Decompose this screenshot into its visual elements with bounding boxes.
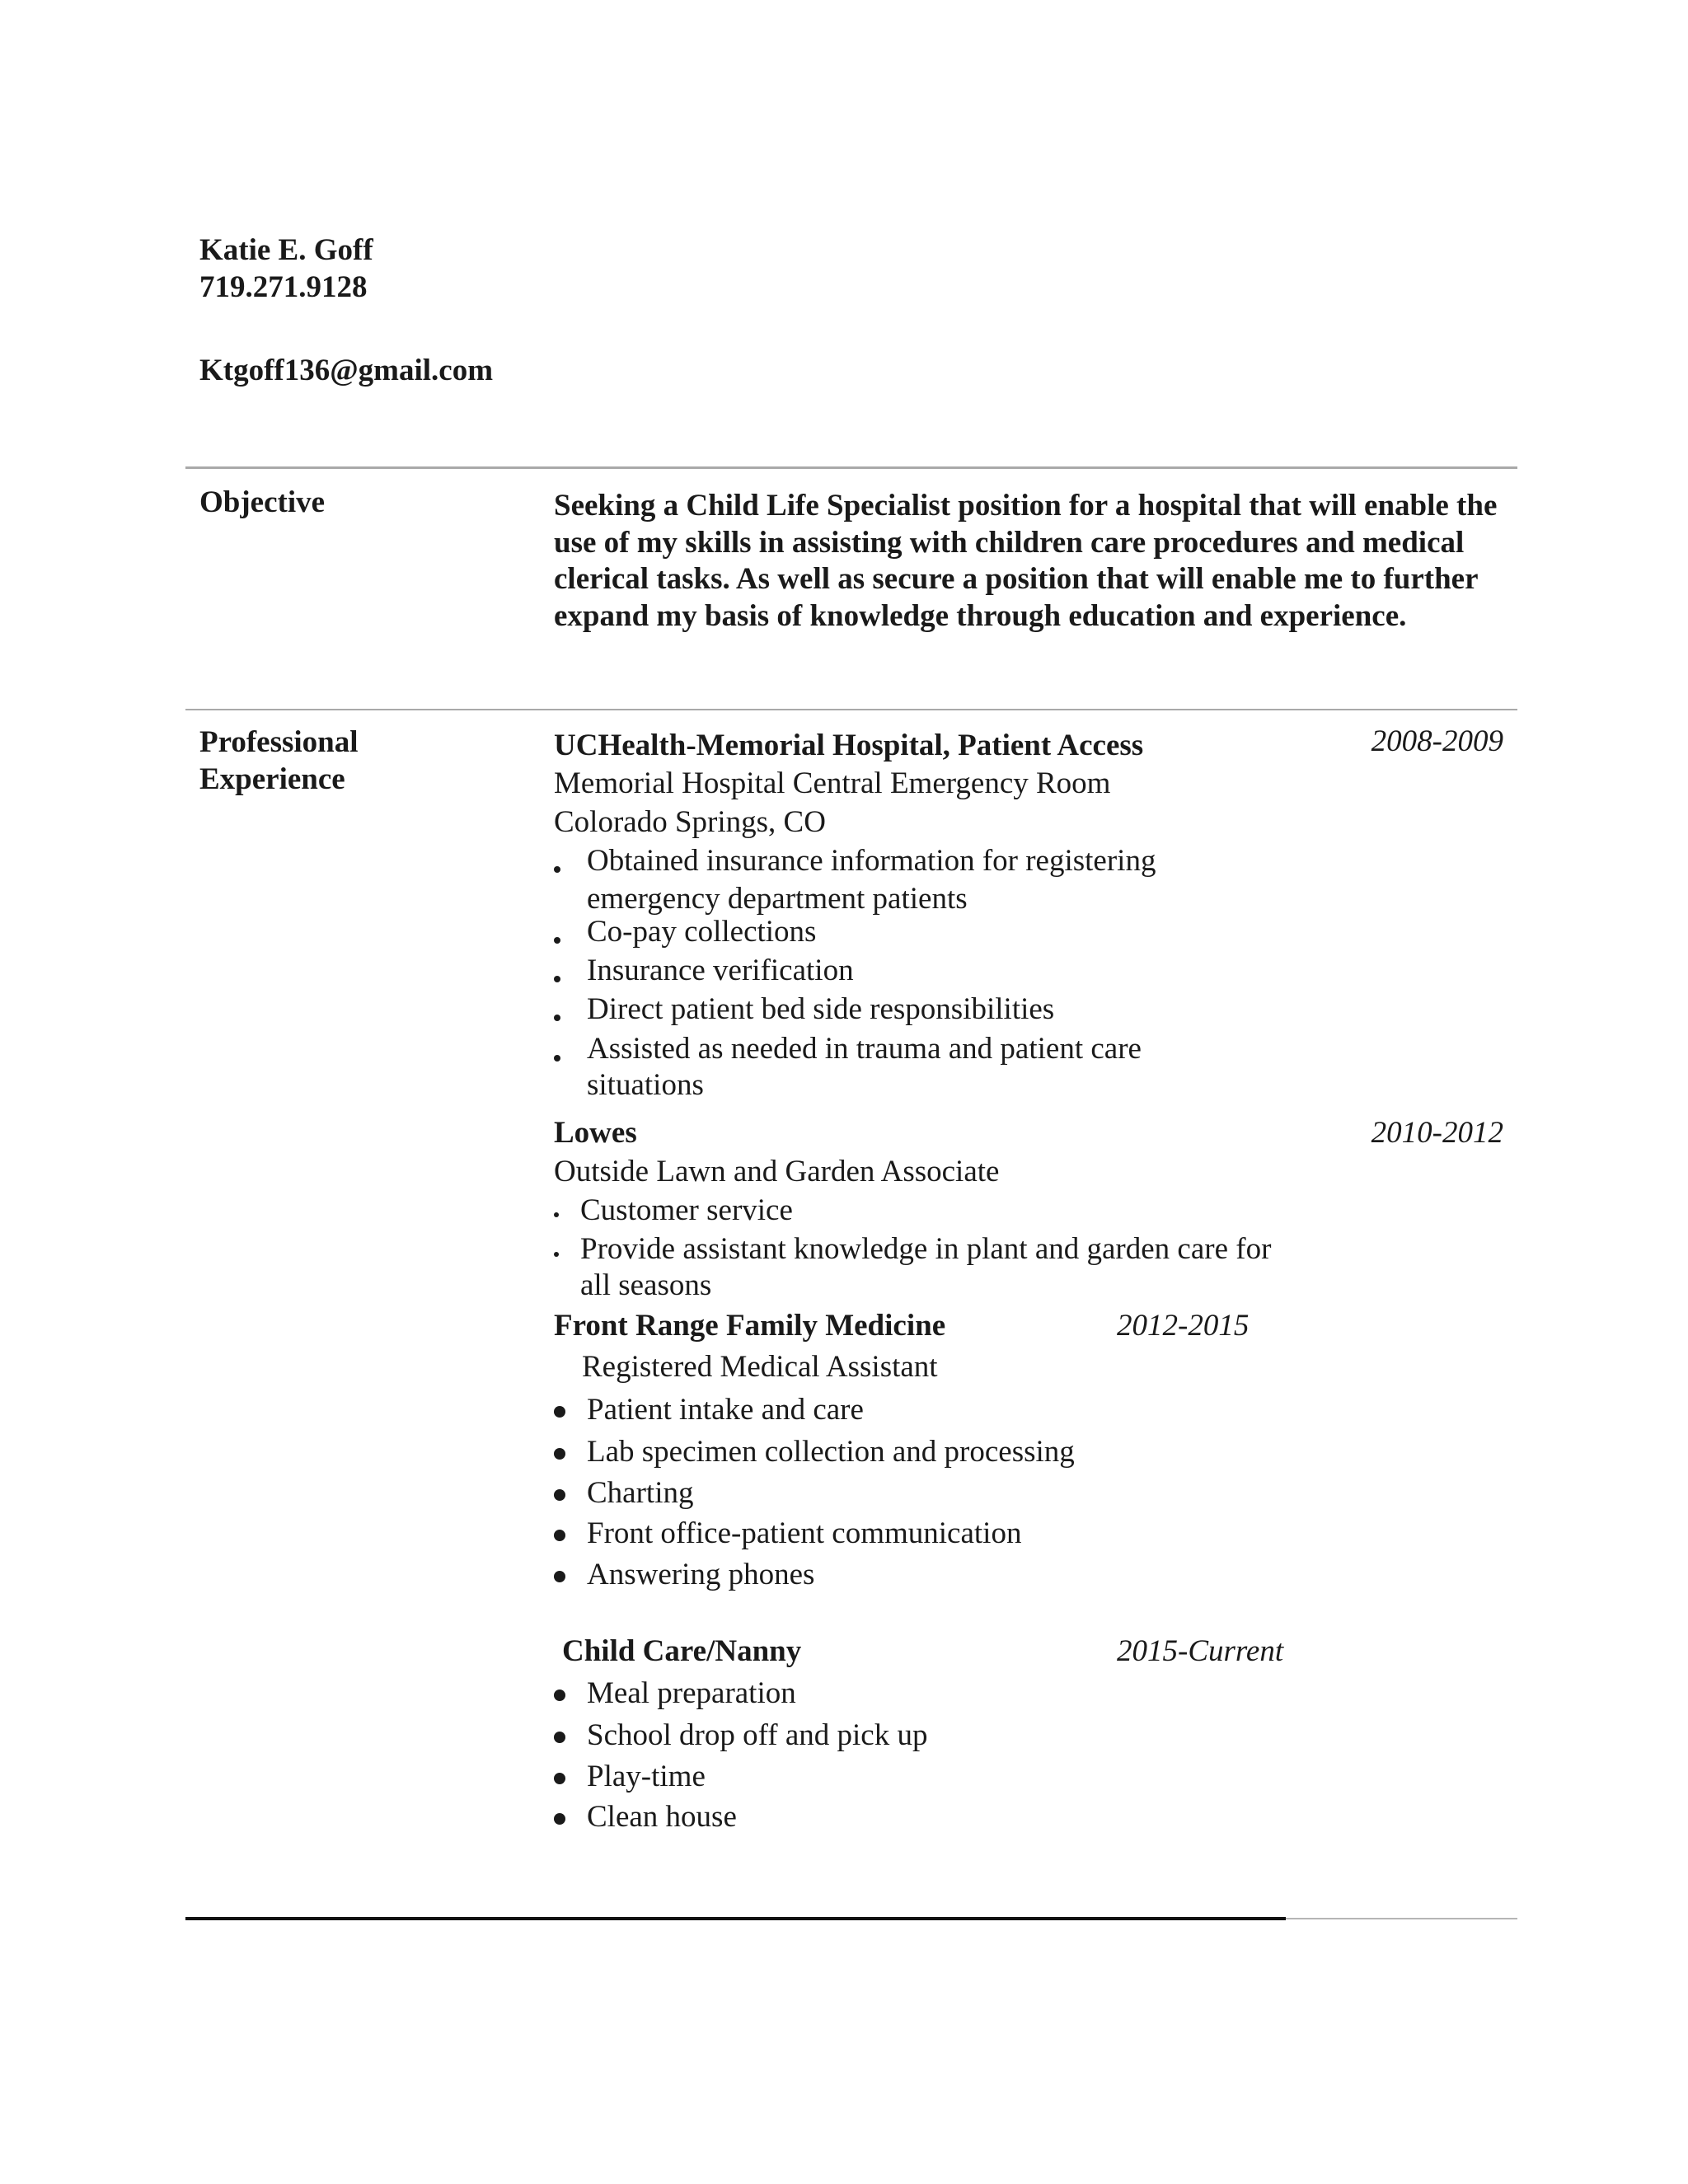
list-item [554,1435,1296,1476]
bullet-icon [554,937,560,944]
bullet-icon [554,1448,565,1460]
list-item [554,842,1213,920]
job-title: UCHealth-Memorial Hospital, Patient Access [554,729,1144,762]
bullet-text: School drop off and pick up [587,1718,928,1752]
bullet-text: Patient intake and care [587,1393,864,1427]
list-item [554,1516,1296,1558]
contact-phone: 719.271.9128 [199,270,368,304]
job-detail: Memorial Hospital Central Emergency Room [554,766,1111,800]
job-title: Front Range Family Medicine [554,1309,946,1343]
bullet-text: Lab specimen collection and processing [587,1435,1075,1469]
job-dates: 2010-2012 [1371,1116,1503,1150]
bullet-text: Clean house [587,1800,737,1834]
bullet-icon [554,866,560,873]
objective-label: Objective [199,485,326,519]
objective-text: Seeking a Child Life Specialist position for a hospital that will enable the use of my skills in assisting with children care procedures and medical clerical tasks. As well as secure a position that will enable me to further expand my basis of knowledge through education and experience. [554,489,1498,633]
bullet-icon [554,1813,565,1825]
list-item [554,1234,1296,1310]
job-detail: Outside Lawn and Garden Associate [554,1155,1000,1188]
bullet-icon [554,1252,559,1257]
contact-email: Ktgoff136@gmail.com [199,354,494,387]
list-item [554,1032,1213,1115]
job-dates: 2012-2015 [1117,1309,1250,1343]
bullet-icon [554,976,560,982]
experience-label-line2: Experience [199,762,345,796]
experience-label-line1: Professional [199,725,359,759]
list-item [554,1676,1296,1718]
bullet-icon [554,1015,560,1021]
bullet-text: Assisted as needed in trauma and patient care situations [587,1032,1142,1102]
bullet-text: Front office-patient communication [587,1516,1022,1550]
bullet-icon [554,1530,565,1541]
job-bullets [554,1393,1296,1599]
list-item [554,1760,1296,1800]
bullet-text: Answering phones [587,1558,815,1591]
bullet-text: Customer service [580,1193,793,1227]
bullet-text: Charting [587,1476,694,1510]
bullet-text: Direct patient bed side responsibilities [587,992,1055,1026]
list-item [554,1558,1296,1599]
job-title: Child Care/Nanny [562,1634,802,1668]
bullet-text: Insurance verification [587,954,854,987]
job-detail: Registered Medical Assistant [582,1350,938,1384]
bullet-text: Provide assistant knowledge in plant and garden care for all seasons [580,1232,1272,1302]
job-detail: Colorado Springs, CO [554,805,826,839]
bullet-text: Play-time [587,1760,706,1793]
bullet-icon [554,1406,565,1418]
job-bullets [554,1676,1296,1841]
job-bullets [554,1194,1296,1310]
list-item [554,1718,1296,1760]
bullet-text: Obtained insurance information for registering emergency department patients [587,844,1156,916]
contact-name: Katie E. Goff [199,233,373,267]
job-title: Lowes [554,1116,637,1150]
bullet-icon [554,1055,560,1062]
bottom-rule-dark [185,1917,1286,1920]
bottom-rule-light [1286,1918,1517,1919]
bullet-icon [554,1489,565,1501]
list-item [554,1194,1296,1234]
bullet-text: Meal preparation [587,1676,796,1710]
bullet-icon [554,1690,565,1701]
job-bullets [554,842,1213,1115]
bullet-icon [554,1212,559,1217]
bullet-icon [554,1732,565,1743]
list-item [554,1800,1296,1841]
section-divider [185,709,1517,710]
job-dates: 2008-2009 [1371,724,1503,758]
list-item [554,1393,1296,1435]
bullet-text: Co-pay collections [587,915,817,949]
bullet-icon [554,1773,565,1784]
job-dates: 2015-Current [1117,1634,1284,1668]
list-item [554,1476,1296,1516]
bullet-icon [554,1571,565,1582]
section-divider [185,466,1517,469]
